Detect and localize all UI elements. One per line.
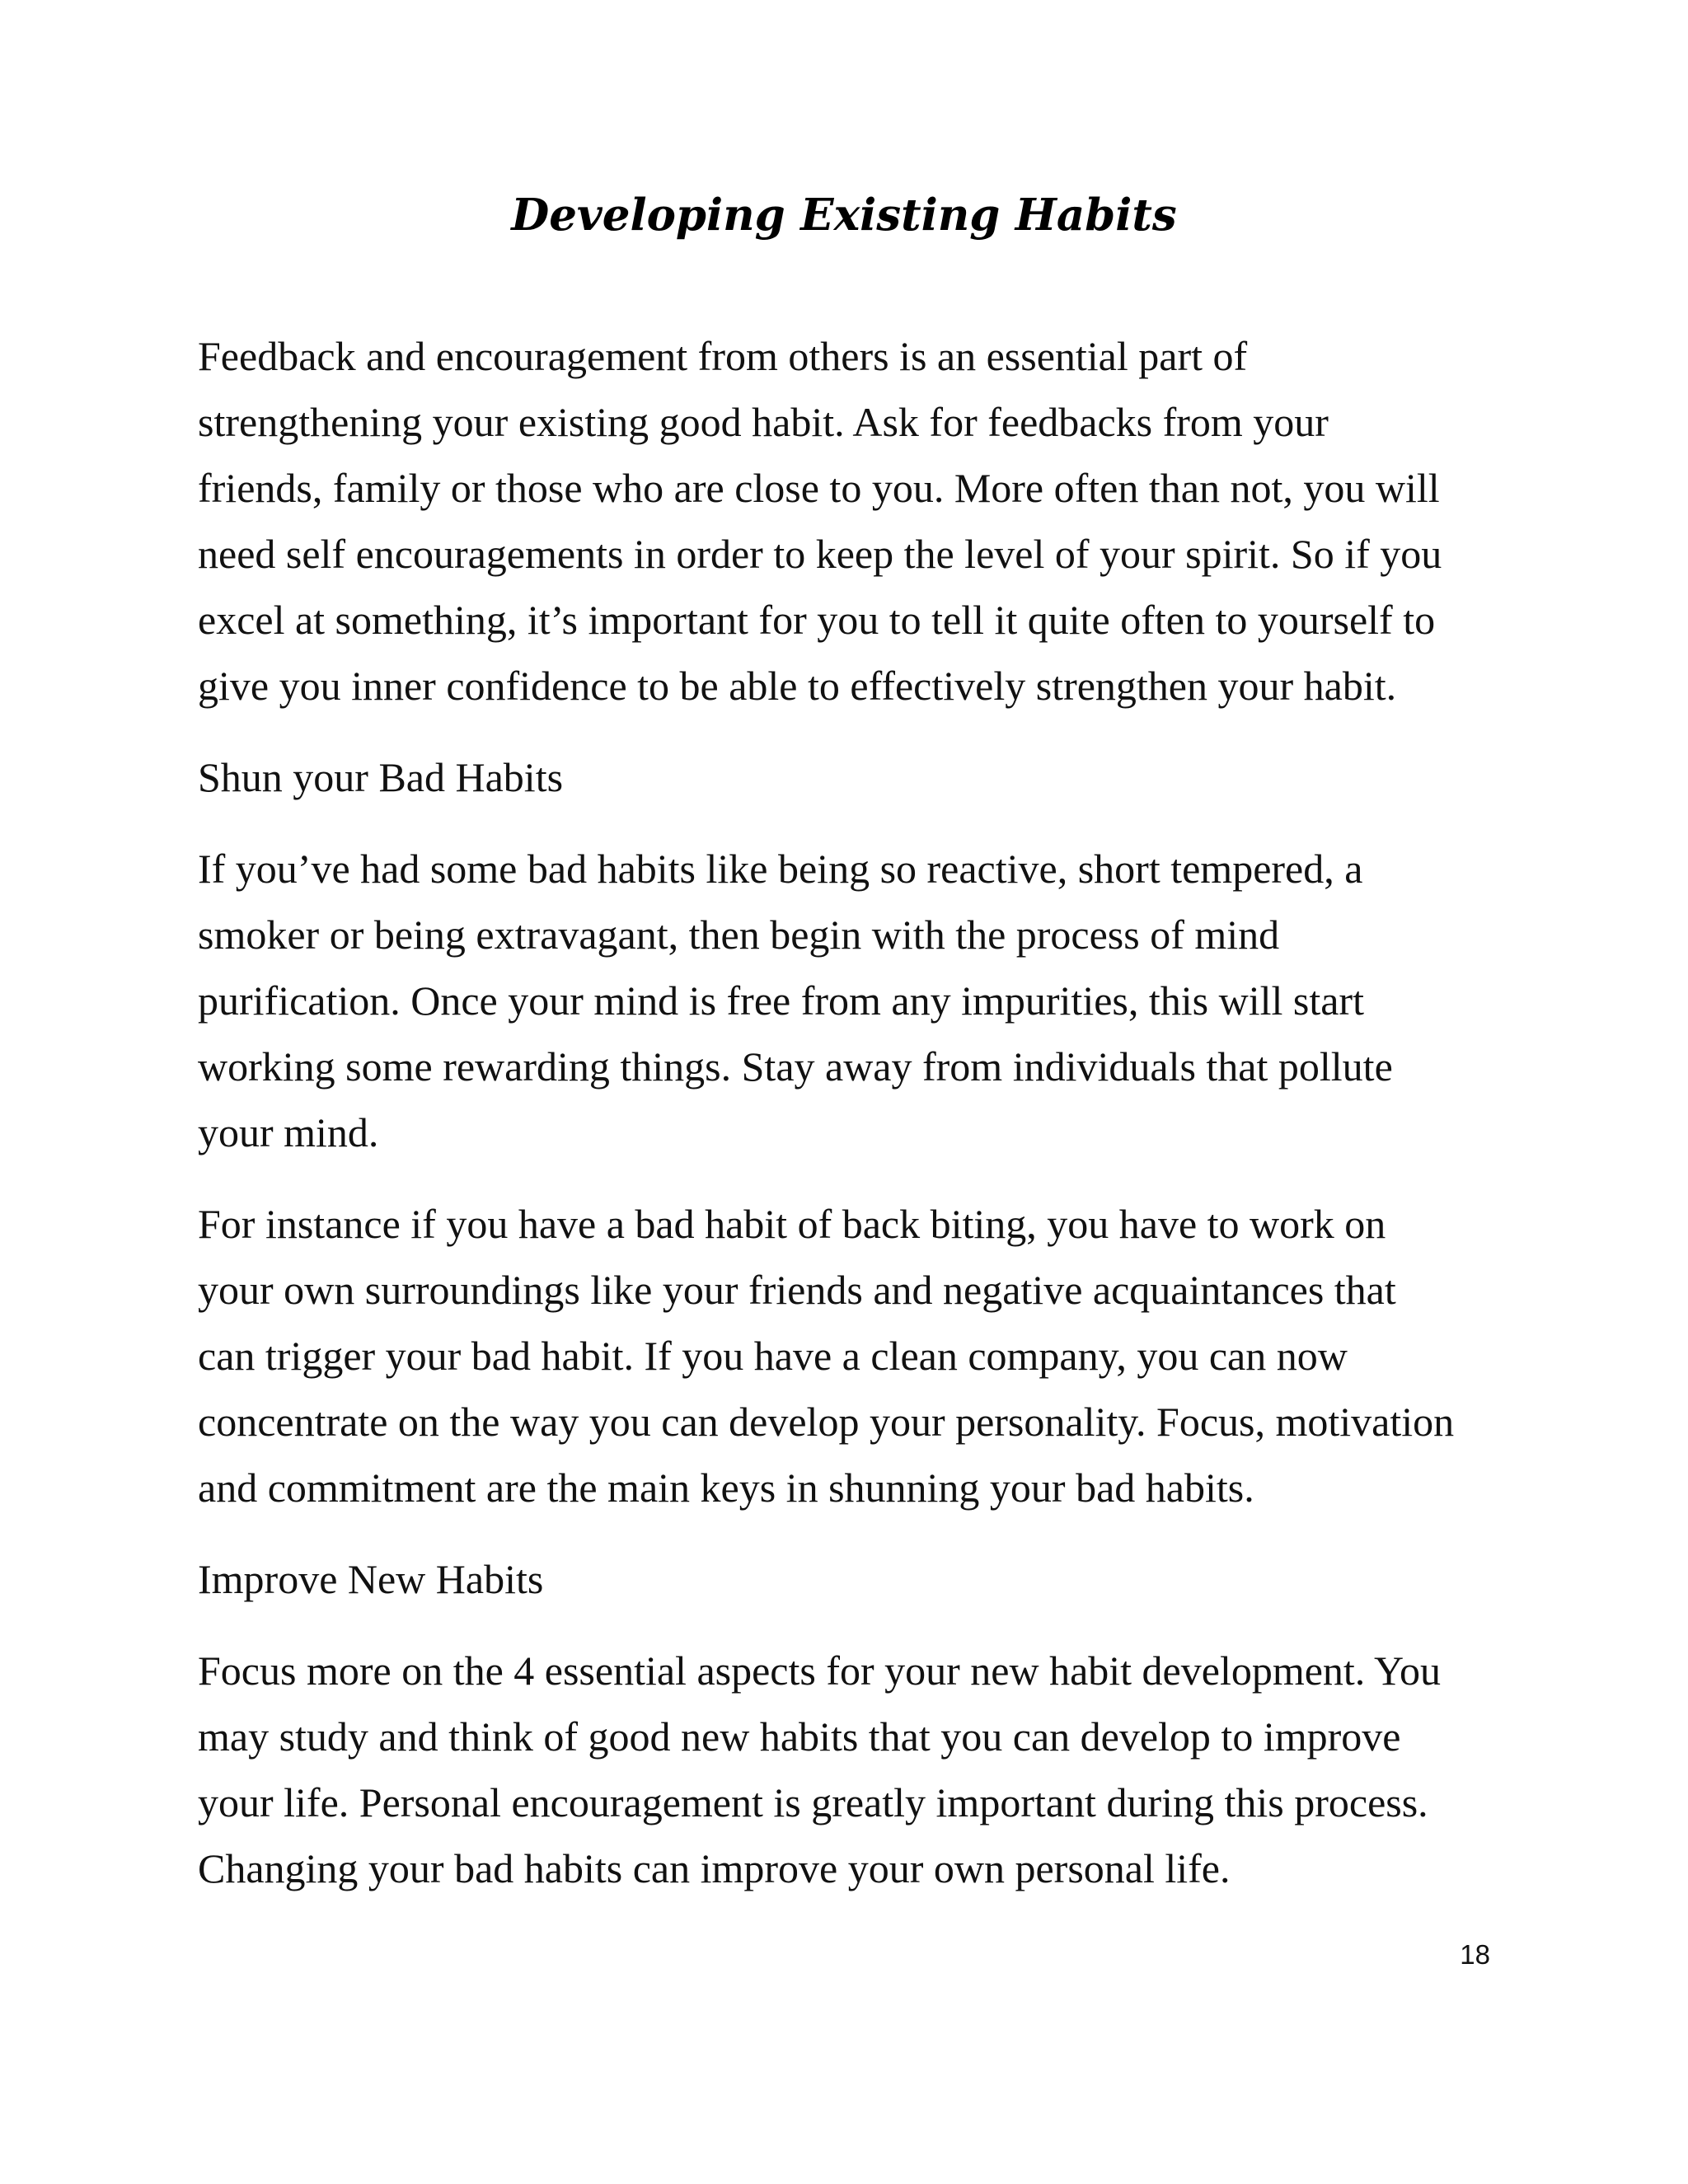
paragraph-back-biting <box>198 1191 1517 1521</box>
section-heading-shun-bad-habits: Shun your Bad Habits <box>198 754 564 800</box>
paragraph-line: working some rewarding things. Stay away from individuals that pollute <box>198 1043 1393 1090</box>
paragraph-feedback <box>198 323 1517 719</box>
paragraph-line: can trigger your bad habit. If you have a clean company, you can now <box>198 1333 1348 1379</box>
page-title: Developing Existing Habits <box>511 190 1177 241</box>
paragraph-line: friends, family or those who are close to you. More often than not, you will <box>198 465 1440 511</box>
paragraph-line: strengthening your existing good habit. Ask for feedbacks from your <box>198 399 1329 445</box>
paragraph-line: and commitment are the main keys in shunning your bad habits. <box>198 1465 1254 1511</box>
paragraph-line: If you’ve had some bad habits like being so reactive, short tempered, a <box>198 846 1363 892</box>
paragraph-line: excel at something, it’s important for you to tell it quite often to yourself to <box>198 597 1436 643</box>
paragraph-line: For instance if you have a bad habit of back biting, you have to work on <box>198 1201 1386 1247</box>
page-number: 18 <box>1460 1939 1490 1970</box>
paragraph-new-habits <box>198 1638 1517 1901</box>
paragraph-line: smoker or being extravagant, then begin with the process of mind <box>198 912 1280 958</box>
paragraph-line: Changing your bad habits can improve your own personal life. <box>198 1845 1231 1891</box>
paragraph-bad-habits <box>198 836 1517 1165</box>
paragraph-line: your life. Personal encouragement is greatly important during this process. <box>198 1779 1428 1825</box>
paragraph-line: need self encouragements in order to keep the level of your spirit. So if you <box>198 531 1442 577</box>
paragraph-line: may study and think of good new habits that you can develop to improve <box>198 1713 1401 1760</box>
paragraph-line: your mind. <box>198 1109 379 1155</box>
paragraph-line: concentrate on the way you can develop your personality. Focus, motivation <box>198 1399 1455 1445</box>
section-heading-improve-new-habits: Improve New Habits <box>198 1556 544 1602</box>
page-body <box>198 323 1517 1927</box>
paragraph-line: Feedback and encouragement from others is an essential part of <box>198 333 1248 379</box>
paragraph-line: Focus more on the 4 essential aspects for your new habit development. You <box>198 1647 1442 1694</box>
paragraph-line: give you inner confidence to be able to effectively strengthen your habit. <box>198 663 1397 709</box>
paragraph-line: your own surroundings like your friends and negative acquaintances that <box>198 1267 1396 1313</box>
paragraph-line: purification. Once your mind is free from any impurities, this will start <box>198 977 1364 1024</box>
